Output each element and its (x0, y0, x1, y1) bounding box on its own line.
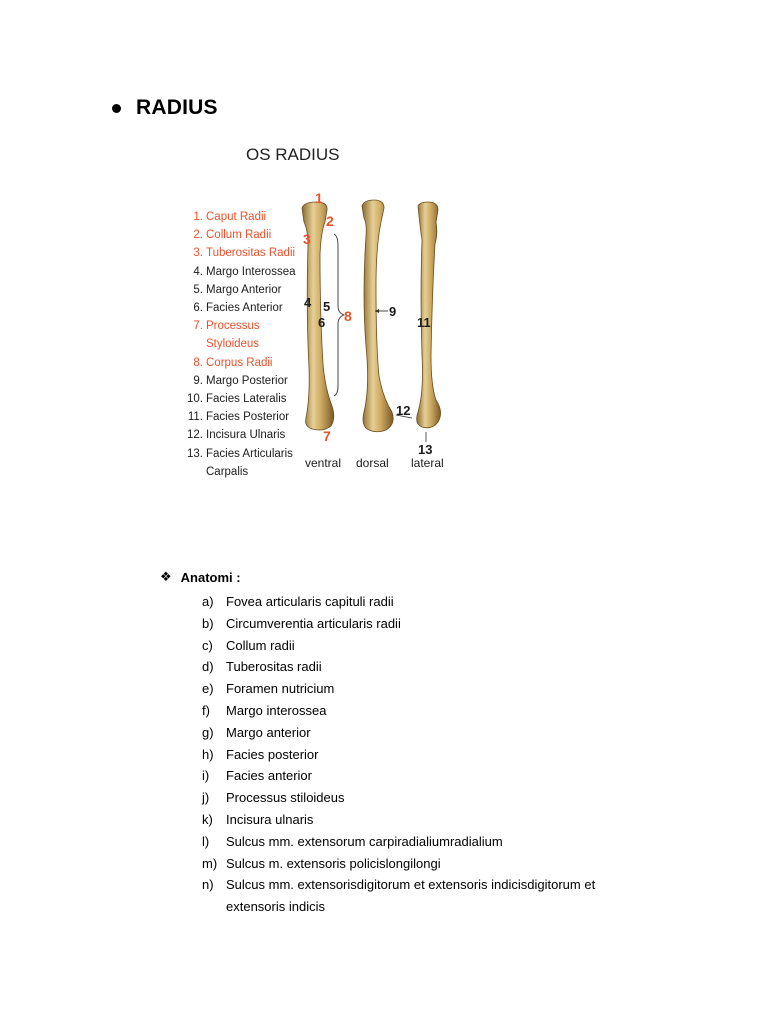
callout-9: 9 (389, 304, 397, 319)
list-item: f) Margo interossea (202, 702, 327, 718)
callout-11: 11 (417, 315, 431, 330)
figure-title: OS RADIUS (246, 145, 340, 164)
callout-6: 6 (318, 315, 326, 330)
list-item: a) Fovea articularis capituli radii (202, 594, 394, 609)
callout-2: 2 (326, 213, 334, 229)
anatomy-list (202, 591, 642, 918)
list-item: k) Incisura ulnaris (202, 811, 314, 827)
diamond-bullet-icon: ❖ (160, 569, 172, 584)
callout-7: 7 (323, 428, 331, 444)
view-label-dorsal: dorsal (356, 456, 389, 470)
anatomy-section (160, 569, 596, 915)
radius-figure (186, 136, 452, 556)
view-label-lateral: lateral (411, 456, 444, 470)
list-item: h) Facies posterior (202, 746, 319, 762)
list-item: c) Collum radii (202, 637, 295, 653)
callout-8: 8 (344, 308, 352, 324)
legend-item: 2. Collum Radii (193, 229, 272, 242)
brace-line (334, 234, 344, 396)
section-heading (160, 569, 241, 585)
bullet-icon (112, 104, 121, 113)
legend-item: 8. Corpus Radii (193, 356, 273, 369)
legend-item: 7. Processus Styloideus (193, 320, 260, 351)
list-item: m) Sulcus m. extensoris policislongilongi (202, 855, 441, 871)
legend-item: 9. Margo Posterior (193, 374, 288, 387)
heading-text: RADIUS (136, 96, 218, 119)
legend-item: 10. Facies Lateralis (187, 393, 287, 406)
callout-3: 3 (303, 231, 311, 247)
list-item: n) Sulcus mm. extensorisdigitorum et extensoris indicisdigitorum et extensoris indicis (202, 877, 596, 915)
list-item: d) Tuberositas radii (202, 659, 322, 675)
list-item: b) Circumverentia articularis radii (202, 615, 401, 631)
callout-4: 4 (304, 295, 312, 310)
list-item: l) Sulcus mm. extensorum carpiradialiumradialium (202, 833, 503, 849)
section-title: Anatomi : (180, 569, 241, 585)
list-item: g) Margo anterior (202, 724, 311, 740)
callout-13: 13 (418, 442, 433, 457)
legend-item: 4. Margo Interossea (193, 265, 296, 278)
list-item: e) Foramen nutricium (202, 681, 335, 697)
legend-item: 5. Margo Anterior (193, 283, 282, 296)
callout-1: 1 (315, 190, 323, 206)
view-label-ventral: ventral (305, 456, 342, 470)
callout-5: 5 (323, 299, 331, 314)
list-item: i) Facies anterior (202, 768, 312, 784)
callout-12: 12 (396, 403, 411, 418)
page-heading (112, 96, 218, 120)
legend-item: 3. Tuberositas Radii (193, 247, 296, 260)
list-item: j) Processus stiloideus (202, 790, 345, 806)
legend-item: 1. Caput Radii (193, 211, 267, 223)
radius-bones-illustration (186, 136, 452, 556)
legend-item: 13. Facies Articularis Carpalis (187, 447, 293, 478)
legend-item: 11. Facies Posterior (187, 411, 290, 424)
legend-item: 6. Facies Anterior (193, 302, 283, 315)
legend-item: 12. Incisura Ulnaris (187, 429, 286, 442)
